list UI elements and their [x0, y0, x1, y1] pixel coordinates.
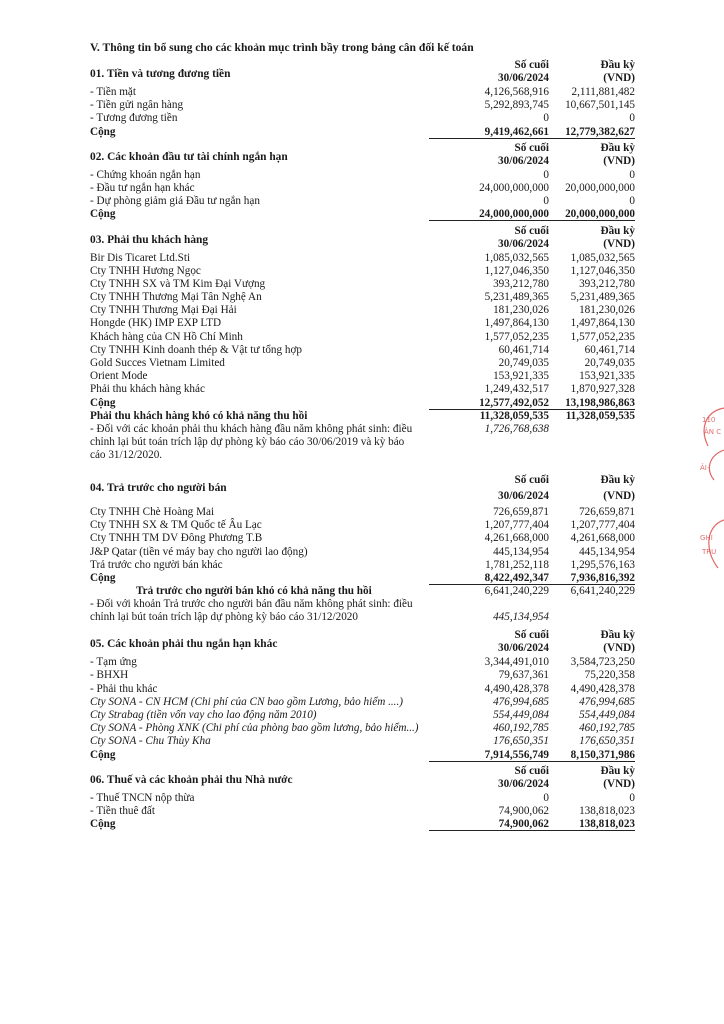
table-row [90, 195, 635, 208]
value-start: 1,127,046,350 [570, 264, 635, 277]
value-start: 445,134,954 [579, 545, 635, 558]
section-rows [90, 656, 635, 696]
section-header-receivables [90, 225, 635, 252]
value-end: 79,637,361 [498, 669, 549, 682]
section-header-other-receivables [90, 629, 635, 656]
section-italic-rows [90, 696, 635, 749]
value-end: 4,126,568,916 [484, 86, 549, 98]
col-start-unit: (VND) [603, 237, 635, 250]
section-rows [90, 506, 635, 572]
row-label: - Tương đương tiền [90, 112, 178, 125]
row-label: - Tiền thuê đất [90, 804, 155, 817]
row-label: Cty TNHH SX & TM Quốc tế Âu Lạc [90, 519, 262, 532]
col-start-unit: (VND) [603, 642, 635, 655]
table-row [90, 792, 635, 805]
value-start: 20,000,000,000 [565, 181, 635, 194]
row-label: - Tạm ứng [90, 656, 137, 669]
table-row [90, 86, 635, 99]
col-end-date: 30/06/2024 [498, 154, 549, 167]
value-end: 0 [543, 112, 549, 125]
table-row [90, 182, 635, 195]
value-start: 20,749,035 [584, 357, 635, 369]
table-row [90, 99, 635, 112]
col-start-label: Đầu kỳ [600, 59, 635, 71]
page-title: V. Thông tin bổ sung cho các khoản mục trình bầy trong bảng cân đối kế toán [90, 41, 474, 54]
note-block [90, 598, 635, 626]
section-header-prepayments [90, 466, 635, 506]
col-end-label: Số cuối [514, 59, 549, 71]
note-value: 445,134,954 [493, 611, 549, 624]
value-start: 1,295,576,163 [570, 558, 635, 571]
value-end: 181,230,026 [493, 304, 549, 317]
table-row [90, 278, 635, 291]
table-row [90, 291, 635, 304]
table-row [90, 546, 635, 559]
row-label: - Dự phòng giảm giá Đầu tư ngắn hạn [90, 195, 260, 208]
value-end: 1,781,252,118 [485, 558, 549, 571]
svg-text:ẢN C: ẢN C [704, 428, 722, 436]
row-label: Cty TNHH TM DV Đông Phương T.B [90, 532, 263, 545]
section-title: 03. Phải thu khách hàng [90, 233, 209, 246]
value-start: 4,261,668,000 [570, 532, 635, 545]
svg-text:110: 110 [702, 416, 716, 424]
table-row [90, 519, 635, 532]
row-label: - BHXH [90, 669, 129, 682]
svg-text:GHI: GHI [700, 534, 713, 542]
col-start-label: Đầu kỳ [600, 224, 635, 237]
table-row [90, 683, 635, 696]
value-start: 5,231,489,365 [570, 291, 635, 304]
value-start: 75,220,358 [584, 669, 635, 682]
row-label: Cty SONA - CN HCM (Chi phí của CN bao gồm Lương, bảo hiểm ....) [90, 695, 403, 708]
value-end: 0 [543, 168, 549, 181]
col-start-label: Đầu kỳ [600, 764, 635, 777]
section-rows [90, 792, 635, 818]
table-row [90, 357, 635, 370]
table-row [90, 722, 635, 735]
note-value: 1,726,768,638 [484, 422, 549, 435]
col-end-date: 30/06/2024 [498, 642, 549, 655]
note-text: - Đối với khoản Trả trước cho người bán đầu năm không phát sinh: điều chỉnh lại bút toán trích lập dự phòng kỳ báo cáo 31/12/2020 [90, 598, 413, 624]
value-start: 2,111,881,482 [571, 86, 635, 98]
row-label: Cty TNHH Hương Ngọc [90, 264, 201, 277]
row-label: Hongde (HK) IMP EXP LTD [90, 317, 222, 330]
table-row [90, 265, 635, 278]
value-start: 554,449,084 [579, 709, 635, 721]
table-row [90, 506, 635, 519]
col-end-date: 30/06/2024 [498, 72, 549, 84]
row-label: Phải thu khách hàng khác [90, 383, 205, 396]
svg-text:TRU: TRU [702, 548, 717, 556]
total-row: Cộng 12,577,492,052 13,198,986,863 [90, 396, 635, 409]
col-start-label: Đầu kỳ [600, 629, 635, 642]
table-row [90, 344, 635, 357]
col-end-label: Số cuối [514, 141, 549, 154]
row-label: Trả trước cho người bán khác [90, 558, 223, 571]
section-header-investments [90, 142, 635, 169]
value-end: 393,212,780 [493, 277, 549, 290]
value-end: 4,490,428,378 [484, 682, 549, 695]
total-row: Cộng 24,000,000,000 20,000,000,000 [90, 208, 635, 221]
row-label: Cty TNHH Thương Mại Tân Nghệ An [90, 291, 262, 304]
value-start: 393,212,780 [579, 277, 635, 290]
value-start: 1,085,032,565 [570, 251, 635, 264]
section-rows [90, 86, 635, 126]
value-start: 726,659,871 [579, 505, 635, 518]
col-start-unit: (VND) [603, 777, 635, 790]
total-row: Cộng 8,422,492,347 7,936,816,392 [90, 571, 635, 584]
table-row [90, 709, 635, 722]
value-end: 1,127,046,350 [484, 264, 549, 277]
value-start: 4,490,428,378 [570, 682, 635, 695]
value-end: 1,577,052,235 [484, 330, 549, 343]
value-start: 1,577,052,235 [570, 330, 635, 343]
row-label: - Thuế TNCN nộp thừa [90, 791, 195, 804]
table-row [90, 696, 635, 709]
value-end: 1,249,432,517 [484, 383, 549, 396]
section-header-taxes [90, 765, 635, 792]
row-label: Cty TNHH SX và TM Kim Đại Vượng [90, 277, 266, 290]
value-end: 476,994,685 [493, 695, 549, 708]
value-start: 1,870,927,328 [570, 383, 635, 396]
value-start: 0 [629, 195, 635, 208]
table-row [90, 656, 635, 669]
value-end: 20,749,035 [498, 357, 549, 369]
value-end: 5,231,489,365 [484, 291, 549, 304]
row-label: Bir Dis Ticaret Ltd.Sti [90, 251, 191, 264]
section-title: 06. Thuế và các khoản phải thu Nhà nước [90, 773, 293, 786]
note-block [90, 423, 635, 463]
value-end: 3,344,491,010 [484, 656, 549, 669]
col-end-date: 30/06/2024 [498, 777, 549, 790]
row-label: Khách hàng của CN Hồ Chí Minh [90, 330, 243, 343]
value-end: 1,497,864,130 [484, 317, 549, 330]
col-end-label: Số cuối [514, 224, 549, 237]
table-row [90, 304, 635, 317]
value-end: 74,900,062 [498, 804, 549, 817]
row-label: - Tiền gửi ngân hàng [90, 99, 184, 112]
total-row: Cộng 7,914,556,749 8,150,371,986 [90, 748, 635, 761]
red-stamp-fragment [694, 400, 724, 580]
value-end: 0 [543, 195, 549, 208]
row-label: Cty TNHH Kinh doanh thép & Vật tư tổng hợp [90, 343, 302, 356]
col-start-label: Đầu kỳ [600, 473, 635, 486]
value-start: 181,230,026 [579, 304, 635, 317]
section-header-cash [90, 59, 635, 86]
row-label: Cty SONA - Chu Thùy Kha [90, 735, 211, 748]
value-start: 0 [629, 112, 635, 125]
value-end: 153,921,335 [493, 370, 549, 383]
value-start: 1,497,864,130 [570, 317, 635, 330]
value-end: 460,192,785 [493, 722, 549, 735]
value-end: 554,449,084 [493, 709, 549, 721]
section-title: 02. Các khoản đầu tư tài chính ngắn hạn [90, 150, 288, 163]
col-end-label: Số cuối [514, 629, 549, 642]
table-row [90, 735, 635, 748]
value-start: 153,921,335 [579, 370, 635, 383]
row-label: - Tiền mặt [90, 86, 137, 98]
col-end-date: 30/06/2024 [498, 489, 549, 502]
col-start-unit: (VND) [603, 154, 635, 167]
table-row [90, 669, 635, 682]
table-row [90, 805, 635, 818]
row-label: - Phải thu khác [90, 682, 158, 695]
table-row [90, 532, 635, 545]
col-end-date: 30/06/2024 [498, 237, 549, 250]
total-row: Cộng 9,419,462,661 12,779,382,627 [90, 125, 635, 138]
row-label: Cty SONA - Phòng XNK (Chi phí của phòng bao gồm lương, bảo hiểm...) [90, 722, 419, 735]
col-start-unit: (VND) [603, 489, 635, 502]
col-start-label: Đầu kỳ [600, 141, 635, 154]
row-label: - Đầu tư ngắn hạn khác [90, 181, 195, 194]
table-row [90, 331, 635, 344]
table-row [90, 559, 635, 572]
doubtful-row: Trả trước cho người bán khó có khả năng thu hồi 6,641,240,229 6,641,240,229 [136, 585, 635, 598]
section-title: 04. Trả trước cho người bán [90, 481, 227, 494]
value-end: 1,085,032,565 [484, 251, 549, 264]
value-end: 1,207,777,404 [484, 519, 549, 532]
row-label: Orient Mode [90, 370, 148, 383]
col-end-label: Số cuối [514, 764, 549, 777]
table-row [90, 169, 635, 182]
value-end: 445,134,954 [493, 545, 549, 558]
table-row [90, 252, 635, 265]
value-start: 1,207,777,404 [570, 519, 635, 532]
value-end: 24,000,000,000 [479, 181, 549, 194]
value-end: 0 [543, 791, 549, 804]
section-title: 01. Tiền và tương đương tiền [90, 68, 231, 80]
row-label: Cty TNHH Thương Mại Đại Hải [90, 304, 237, 317]
value-end: 5,292,893,745 [484, 99, 549, 112]
doubtful-row: Phải thu khách hàng khó có khả năng thu hồi 11,328,059,535 11,328,059,535 [90, 409, 635, 422]
svg-text:ẢI·: ẢI· [700, 464, 710, 472]
value-end: 4,261,668,000 [484, 532, 549, 545]
col-end-label: Số cuối [514, 473, 549, 486]
note-text: - Đối với các khoản phải thu khách hàng đầu năm không phát sinh: điều chỉnh lại bút toán trích lập dự phòng kỳ báo cáo 30/06/2019 và kỳ báo cáo 31/12/2020. [90, 422, 413, 462]
row-label: J&P Qatar (tiền vé máy bay cho người lao động) [90, 545, 308, 558]
table-row [90, 370, 635, 383]
row-label: Cty Strabag (tiền vốn vay cho lao động năm 2010) [90, 709, 317, 721]
value-start: 0 [629, 168, 635, 181]
value-end: 726,659,871 [493, 505, 549, 518]
table-row [90, 383, 635, 396]
value-start: 60,461,714 [584, 343, 635, 356]
row-label: - Chứng khoán ngắn hạn [90, 168, 201, 181]
col-start-unit: (VND) [603, 72, 635, 84]
value-start: 176,650,351 [579, 735, 635, 748]
section-rows [90, 169, 635, 209]
value-start: 3,584,723,250 [570, 656, 635, 669]
section-rows [90, 252, 635, 397]
value-start: 10,667,501,145 [565, 99, 635, 112]
value-start: 460,192,785 [579, 722, 635, 735]
value-start: 0 [629, 791, 635, 804]
table-row [90, 317, 635, 330]
document-page [90, 40, 635, 831]
value-start: 138,818,023 [579, 804, 635, 817]
value-end: 60,461,714 [498, 343, 549, 356]
total-row: Cộng 74,900,062 138,818,023 [90, 818, 635, 831]
section-title: 05. Các khoản phải thu ngắn hạn khác [90, 638, 278, 651]
row-label: Gold Succes Vietnam Limited [90, 357, 225, 369]
value-start: 476,994,685 [579, 695, 635, 708]
row-label: Cty TNHH Chè Hoàng Mai [90, 505, 215, 518]
table-row [90, 112, 635, 125]
value-end: 176,650,351 [493, 735, 549, 748]
